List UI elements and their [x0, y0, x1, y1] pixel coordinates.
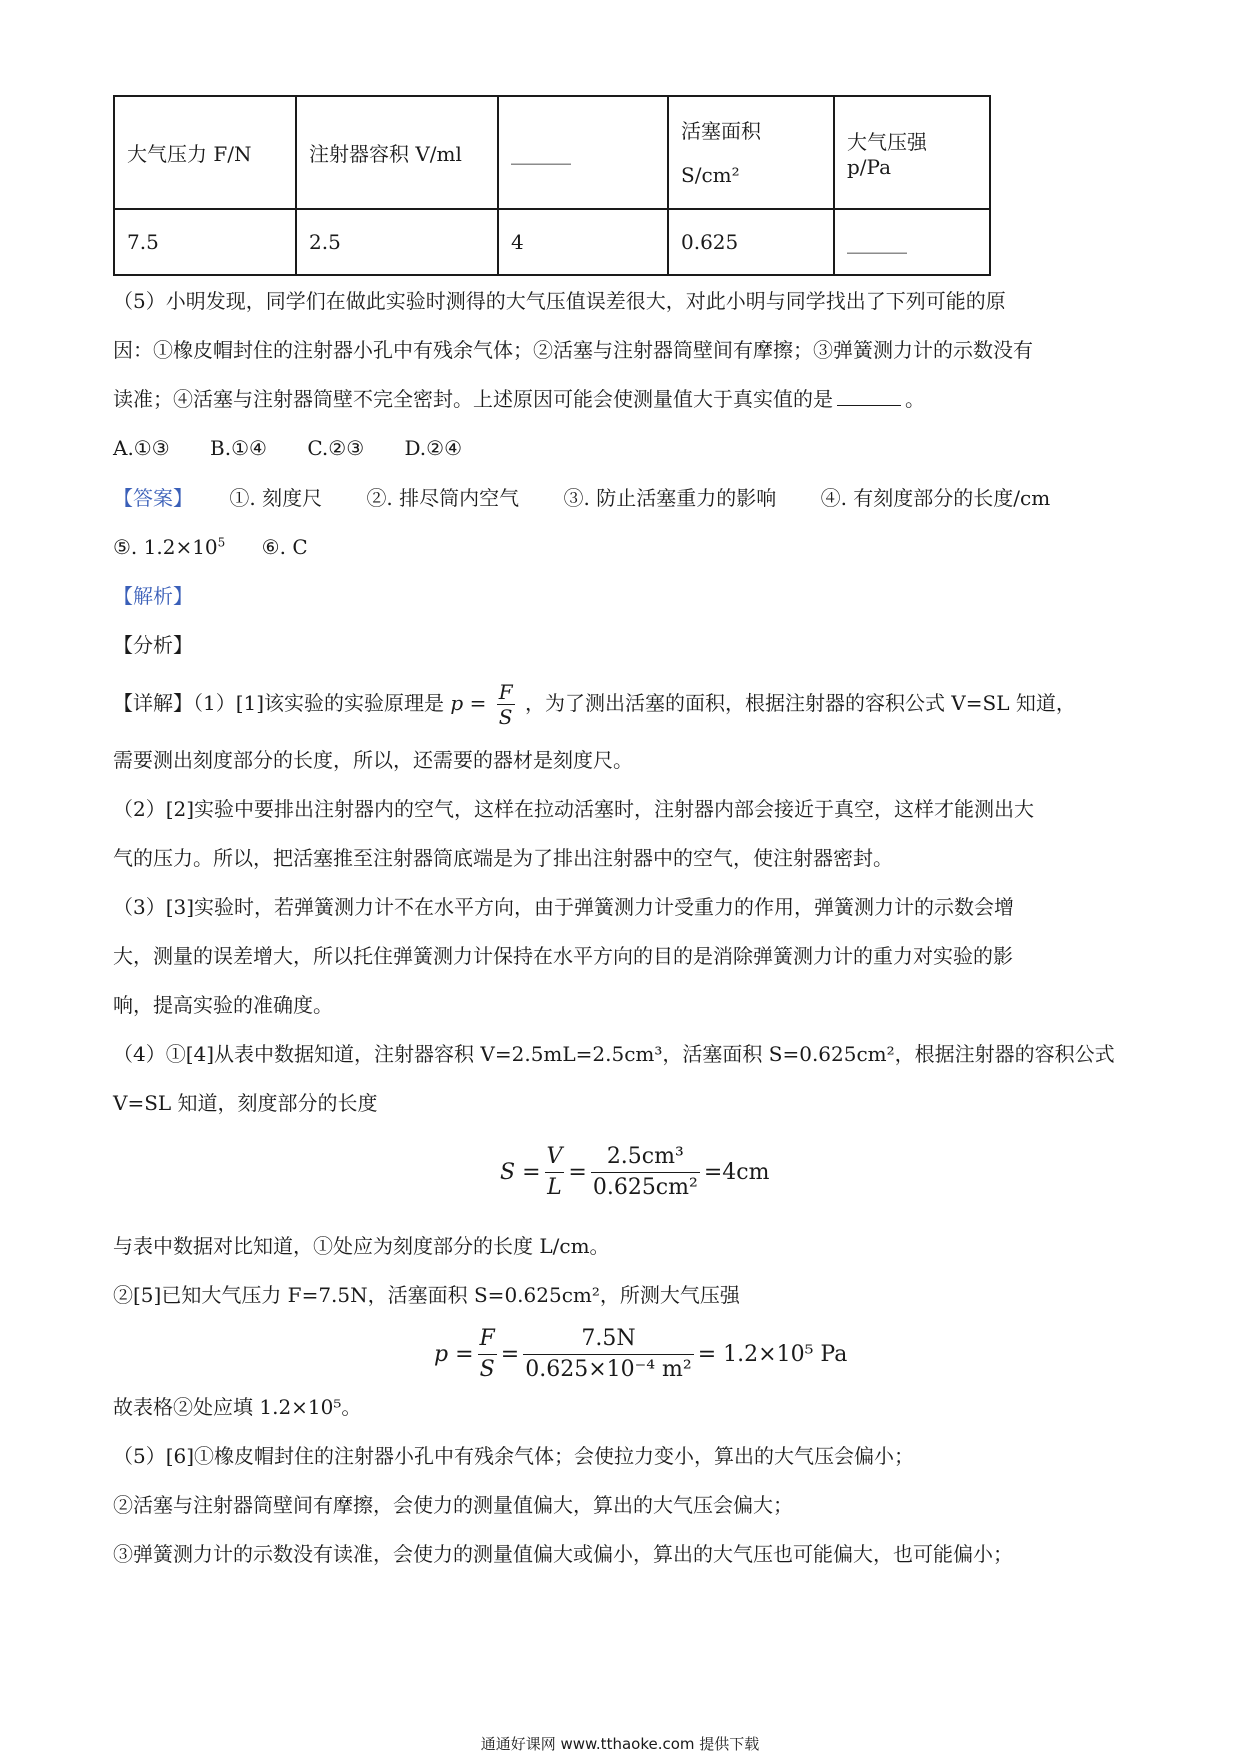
header-area — [668, 96, 834, 209]
q5-line-3-text: 读准；④活塞与注射器筒壁不完全密封。上述原因可能会使测量值大于真实值的是 — [113, 387, 833, 411]
principle-den: S — [498, 705, 513, 729]
pressure-rhs: = 1.2×10⁵ Pa — [697, 1342, 848, 1367]
q5-options — [113, 433, 1133, 463]
detail-p4-line-3: 与表中数据对比知道，①处应为刻度部分的长度 L/cm。 — [113, 1234, 610, 1258]
table-row — [114, 209, 990, 275]
fenxi-tag: 【分析】 — [113, 633, 193, 657]
principle-lhs: p = — [450, 691, 487, 715]
data-table — [113, 95, 991, 276]
pressure-den-1: S — [479, 1357, 495, 1382]
answer-tag: 【答案】 — [113, 486, 193, 510]
pressure-formula — [434, 1324, 847, 1385]
detail-p6-line-2: ②活塞与注射器筒壁间有摩擦，会使力的测量值偏大，算出的大气压会偏大； — [113, 1493, 793, 1517]
detail-p6-line-1: （5）[6]①橡皮帽封住的注射器小孔中有残余气体；会使拉力变小，算出的大气压会偏小； — [113, 1444, 915, 1468]
detail-p1-pre: 【详解】（1）[1]该实验的实验原理是 — [113, 691, 445, 715]
length-fraction-1 — [545, 1142, 565, 1203]
length-lhs: S = — [500, 1160, 541, 1185]
length-num-2: 2.5cm³ — [591, 1142, 700, 1173]
length-fraction-2 — [591, 1142, 700, 1203]
answer-line-2 — [113, 532, 1133, 562]
cell-pressure: ______ — [834, 209, 990, 275]
pressure-den-2: 0.625×10⁻⁴ m² — [525, 1357, 692, 1382]
answer-item-5 — [113, 535, 225, 559]
pressure-fraction-1 — [478, 1324, 497, 1385]
header-blank: ______ — [498, 96, 668, 209]
answer-line-1 — [113, 483, 1133, 513]
length-den-2: 0.625cm² — [592, 1175, 698, 1200]
length-eq: = — [568, 1160, 587, 1185]
analysis-tag: 【解析】 — [113, 584, 193, 608]
option-b: B.①④ — [210, 436, 267, 460]
pressure-num-1: F — [478, 1324, 497, 1355]
q5-line-3-end: 。 — [905, 387, 925, 411]
answer-item-4: ④. 有刻度部分的长度/cm — [820, 486, 1051, 510]
detail-p4-line-1: （4）①[4]从表中数据知道，注射器容积 V=2.5mL=2.5cm³，活塞面积 S=0.625cm²，根据注射器的容积公式 — [113, 1042, 1115, 1066]
answer-item-1: ①. 刻度尺 — [229, 486, 323, 510]
pressure-lhs: p = — [434, 1342, 474, 1367]
header-area-unit: S/cm² — [681, 162, 740, 187]
answer-item-3: ③. 防止活塞重力的影响 — [563, 486, 777, 510]
detail-p6-line-3: ③弹簧测力计的示数没有读准，会使力的测量值偏大或偏小，算出的大气压也可能偏大，也可能偏小； — [113, 1542, 1013, 1566]
page-footer: 通通好课网 www.tthaoke.com 提供下载 — [480, 1735, 760, 1753]
length-num-1: V — [545, 1142, 565, 1173]
detail-p3-line-2: 大，测量的误差增大，所以托住弹簧测力计保持在水平方向的目的是消除弹簧测力计的重力对实验的影 — [113, 944, 1013, 968]
detail-p3-line-1: （3）[3]实验时，若弹簧测力计不在水平方向，由于弹簧测力计受重力的作用，弹簧测力计的示数会增 — [113, 895, 1015, 919]
detail-p4-line-2: V=SL 知道，刻度部分的长度 — [113, 1091, 378, 1115]
principle-fraction — [497, 680, 515, 729]
table-header-row — [114, 96, 990, 209]
cell-length: 4 — [498, 209, 668, 275]
q5-line-2: 因：①橡皮帽封住的注射器小孔中有残余气体；②活塞与注射器筒壁间有摩擦；③弹簧测力计的示数没有 — [113, 338, 1033, 362]
cell-area: 0.625 — [668, 209, 834, 275]
q5-line-1: （5）小明发现，同学们在做此实验时测得的大气压值误差很大，对此小明与同学找出了下列可能的原 — [113, 289, 1006, 313]
pressure-fraction-2 — [523, 1324, 694, 1385]
header-volume: 注射器容积 V/ml — [296, 96, 498, 209]
principle-num: F — [498, 680, 513, 704]
detail-p2-line-1: （2）[2]实验中要排出注射器内的空气，这样在拉动活塞时，注射器内部会接近于真空，这样才能测出大 — [113, 797, 1035, 821]
detail-p5-line-1: ②[5]已知大气压力 F=7.5N，活塞面积 S=0.625cm²，所测大气压强 — [113, 1283, 740, 1307]
detail-p3-line-3: 响，提高实验的准确度。 — [113, 993, 333, 1017]
option-c: C.②③ — [307, 436, 365, 460]
detail-p1-line-1 — [113, 680, 1133, 729]
q5-line-3 — [113, 384, 1133, 414]
length-den-1: L — [547, 1175, 562, 1200]
length-rhs: =4cm — [703, 1160, 770, 1185]
answer-item-6: ⑥. C — [261, 535, 308, 559]
answer-item-2: ②. 排尽筒内空气 — [366, 486, 520, 510]
cell-force: 7.5 — [114, 209, 296, 275]
answer-item-5-base: ⑤. 1.2×10 — [113, 535, 218, 559]
header-force: 大气压力 F/N — [114, 96, 296, 209]
option-a: A.①③ — [113, 436, 170, 460]
detail-p1-post: ，为了测出活塞的面积，根据注射器的容积公式 V=SL 知道， — [524, 691, 1076, 715]
cell-volume: 2.5 — [296, 209, 498, 275]
answer-blank — [837, 387, 901, 406]
option-d: D.②④ — [404, 436, 463, 460]
pressure-num-2: 7.5N — [523, 1324, 694, 1355]
header-area-label: 活塞面积 — [681, 118, 761, 143]
pressure-eq: = — [500, 1342, 520, 1367]
detail-p2-line-2: 气的压力。所以，把活塞推至注射器筒底端是为了排出注射器中的空气，使注射器密封。 — [113, 846, 893, 870]
detail-p1-line-2: 需要测出刻度部分的长度，所以，还需要的器材是刻度尺。 — [113, 748, 633, 772]
length-formula — [500, 1142, 769, 1203]
header-pressure: 大气压强 p/Pa — [834, 96, 990, 209]
detail-p5-line-2: 故表格②处应填 1.2×10⁵。 — [113, 1395, 362, 1419]
answer-item-5-exp: 5 — [217, 535, 226, 550]
